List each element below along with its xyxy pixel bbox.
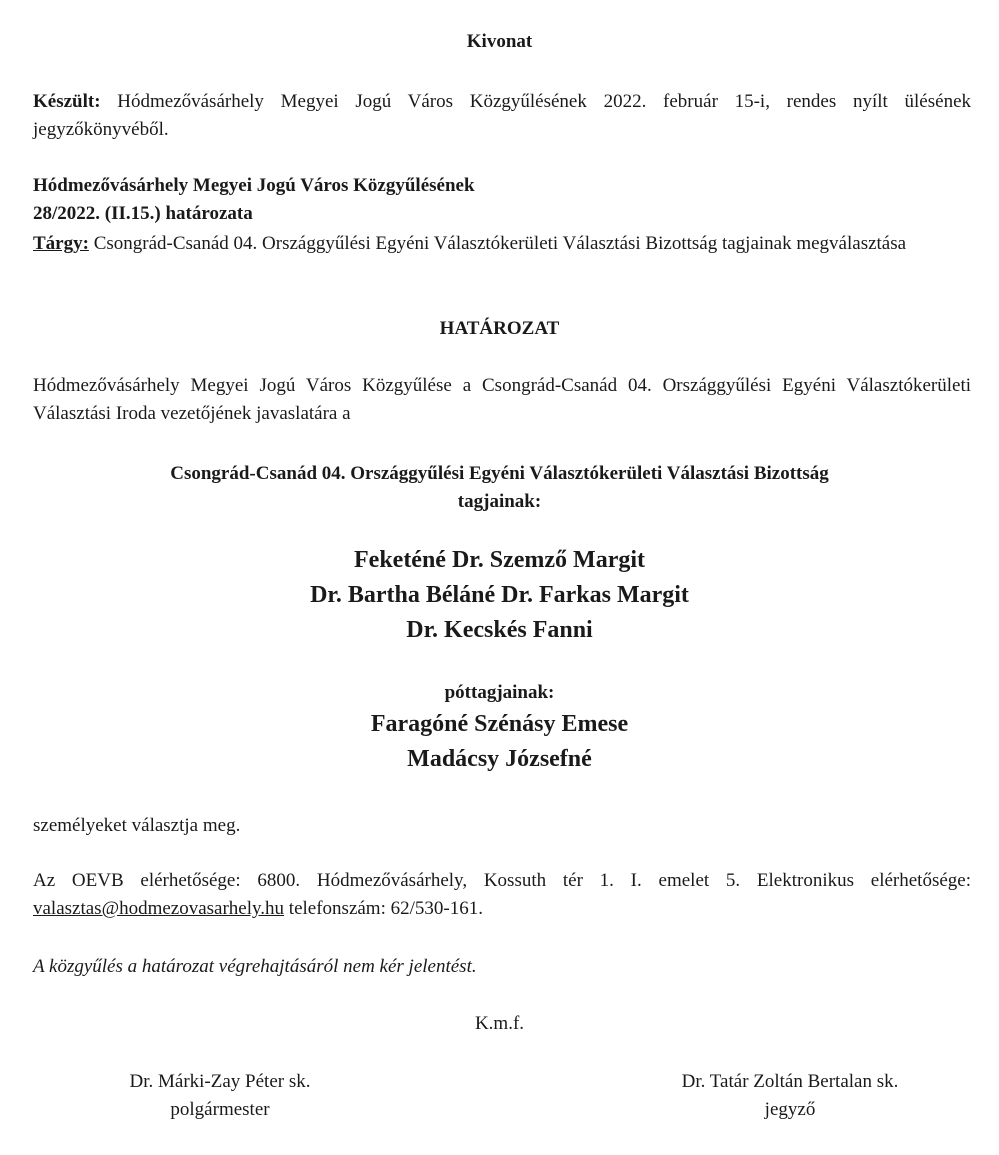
- substitute-name: Faragóné Szénásy Emese: [370, 711, 629, 737]
- signature-right-name: Dr. Tatár Zoltán Bertalan sk.: [681, 1071, 899, 1092]
- resolution-ref-line1: Hódmezővásárhely Megyei Jogú Város Közgyűlésének: [33, 175, 475, 196]
- report-note: A közgyűlés a határozat végrehajtásáról nem kér jelentést.: [33, 956, 477, 977]
- contact-text-after: telefonszám: 62/530-161.: [284, 898, 483, 919]
- substitute-name: Madácsy Józsefné: [407, 746, 592, 772]
- contact-text-before: Az OEVB elérhetősége: 6800. Hódmezővásárhely, Kossuth tér 1. I. emelet 5. Elektronikus elérhetősége:: [33, 870, 971, 891]
- document-title: Kivonat: [466, 31, 533, 52]
- intro-label: Készült:: [33, 91, 101, 112]
- subject-label: Tárgy:: [33, 233, 89, 254]
- resolution-ref-line2: 28/2022. (II.15.) határozata: [33, 203, 253, 224]
- committee-line2: tagjainak:: [457, 491, 542, 512]
- member-name: Feketéné Dr. Szemző Margit: [354, 547, 645, 573]
- decision-body: Hódmezővásárhely Megyei Jogú Város Közgyűlése a Csongrád-Csanád 04. Országgyűlési Egyéni Választókerületi Választási Iroda vezetőjének javaslatára a: [33, 375, 971, 424]
- decision-closing: személyeket választja meg.: [33, 815, 241, 836]
- kmf-text: K.m.f.: [474, 1013, 525, 1034]
- signature-left-role: polgármester: [170, 1099, 270, 1120]
- member-name: Dr. Kecskés Fanni: [406, 617, 593, 643]
- member-name: Dr. Bartha Béláné Dr. Farkas Margit: [310, 582, 689, 608]
- contact-email-link[interactable]: valasztas@hodmezovasarhely.hu: [33, 898, 285, 919]
- signature-left-name: Dr. Márki-Zay Péter sk.: [129, 1071, 311, 1092]
- intro-paragraph: [33, 88, 971, 144]
- decision-heading: HATÁROZAT: [439, 318, 560, 339]
- subject-paragraph: [33, 230, 971, 258]
- committee-line1: Csongrád-Csanád 04. Országgyűlési Egyéni Választókerületi Választási Bizottság: [170, 463, 829, 484]
- contact-paragraph: [33, 867, 971, 923]
- substitutes-label: póttagjainak:: [444, 682, 555, 703]
- subject-text: Csongrád-Csanád 04. Országgyűlési Egyéni Választókerületi Választási Bizottság tagjainak megválasztása: [88, 233, 907, 254]
- signature-right-role: jegyző: [764, 1099, 816, 1120]
- intro-text: Hódmezővásárhely Megyei Jogú Város Közgyűlésének 2022. február 15-i, rendes nyílt ülésének jegyzőkönyvéből.: [33, 91, 971, 140]
